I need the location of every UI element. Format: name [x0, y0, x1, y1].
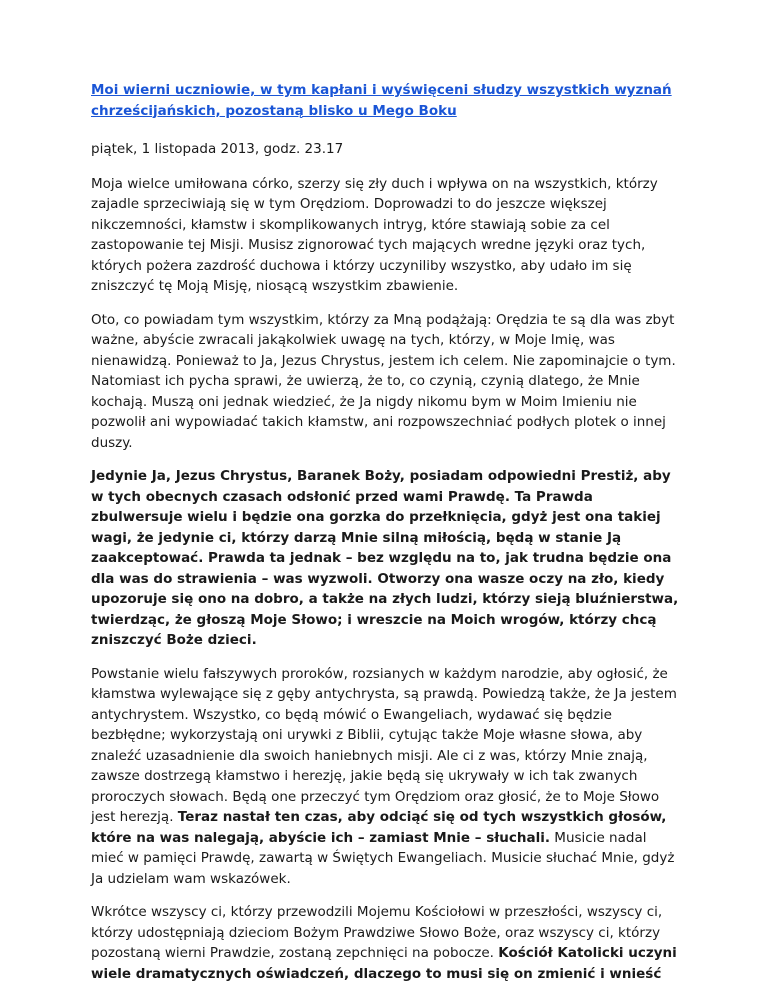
title-link[interactable]: Moi wierni uczniowie, w tym kapłani i wyświęceni słudzy wszystkich wyznań chrześcijańskich, pozostaną blisko u Mego Boku: [91, 82, 672, 119]
paragraph-4-bold: Teraz nastał ten czas, aby odciąć się od tych wszystkich głosów, które na was nalegają, abyście ich – zamiast Mnie – słuchali.: [91, 809, 667, 846]
paragraph-5-text-a: Wkrótce wszyscy ci, którzy przewodzili Mojemu Kościołowi w przeszłości, wszyscy ci, którzy udostępniają dzieciom Bożym Prawdziwe Słowo Boże, oraz wszyscy ci, którzy pozostaną wierni Prawdzie, zostaną zepchnięci na pobocze.: [91, 904, 663, 961]
paragraph-4: [91, 664, 683, 890]
paragraph-4-text-a: Powstanie wielu fałszywych proroków, rozsianych w każdym narodzie, aby ogłosić, że kłamstwa wylewające się z gęby antychrysta, są prawdą. Powiedzą także, że Ja jestem antychrystem. Wszystko, co będą mówić o Ewangeliach, wydawać się będzie bezbłędne; wykorzystają oni urywki z Biblii, cytując także Moje własne słowa, aby znaleźć uzasadnienie dla swoich haniebnych misji. Ale ci z was, którzy Mnie znają, zawsze dostrzegą kłamstwo i herezję, jakie będą się ukrywały w ich tak zwanych proroczych słowach. Będą one przeczyć tym Orędziom oraz głosić, że to Moje Słowo jest herezją.: [91, 665, 677, 825]
message-date: piątek, 1 listopada 2013, godz. 23.17: [91, 141, 344, 157]
paragraph-2: Oto, co powiadam tym wszystkim, którzy za Mną podążają: Orędzia te są dla was zbyt ważne, abyście zwracali jakąkolwiek uwagę na tych, którzy, w Moje Imię, was nienawidzą. Ponieważ to Ja, Jezus Chrystus, jestem ich celem. Nie zapominajcie o tym. Natomiast ich pycha sprawi, że uwierzą, że to, co czynią, czynią dlatego, że Mnie kochają. Muszą oni jednak wiedzieć, że Ja nigdy nikomu bym w Moim Imieniu nie pozwolił ani wypowiadać takich kłamstw, ani rozpowszechniać podłych plotek o innej duszy.: [91, 311, 676, 451]
paragraph-1: Moja wielce umiłowana córko, szerzy się zły duch i wpływa on na wszystkich, którzy zajadle sprzeciwiają się w tym Orędziom. Doprowadzi to do jeszcze większej nikczemności, kłamstw i skomplikowanych intryg, które stawiają sobie za cel zastopowanie tej Misji. Musisz zignorować tych mających wredne języki oraz tych, których pożera zazdrość duchowa i którzy uczyniliby wszystko, aby udało im się zniszczyć tę Moją Misję, niosącą wszystkim zbawienie.: [91, 175, 658, 294]
document-page: [91, 80, 683, 997]
paragraph-4-text-c: Musicie nadal mieć w pamięci Prawdę, zawartą w Świętych Ewangeliach. Musicie słuchać Mnie, gdyż Ja udzielam wam wskazówek.: [91, 829, 675, 887]
document-title: [91, 80, 683, 121]
paragraph-5: [91, 902, 683, 984]
paragraph-3-bold: Jedynie Ja, Jezus Chrystus, Baranek Boży, posiadam odpowiedni Prestiż, aby w tych obecnych czasach odsłonić przed wami Prawdę. Ta Prawda zbulwersuje wielu i będzie ona gorzka do przełknięcia, gdyż jest ona takiej wagi, że jedynie ci, którzy darzą Mnie silną miłością, będą w stanie Ją zaakceptować. Prawda ta jednak – bez względu na to, jak trudna będzie ona dla was do strawienia – was wyzwoli. Otworzy ona wasze oczy na zło, kiedy upozoruje się ono na dobro, a także na złych ludzi, którzy sieją bluźnierstwa, twierdząc, że głoszą Moje Słowo; i wreszcie na Moich wrogów, którzy chcą zniszczyć Boże dzieci.: [91, 468, 679, 648]
paragraph-5-bold: Kościół Katolicki uczyni wiele dramatycznych oświadczeń, dlaczego to musi się on zmienić i wnieść: [91, 945, 677, 982]
